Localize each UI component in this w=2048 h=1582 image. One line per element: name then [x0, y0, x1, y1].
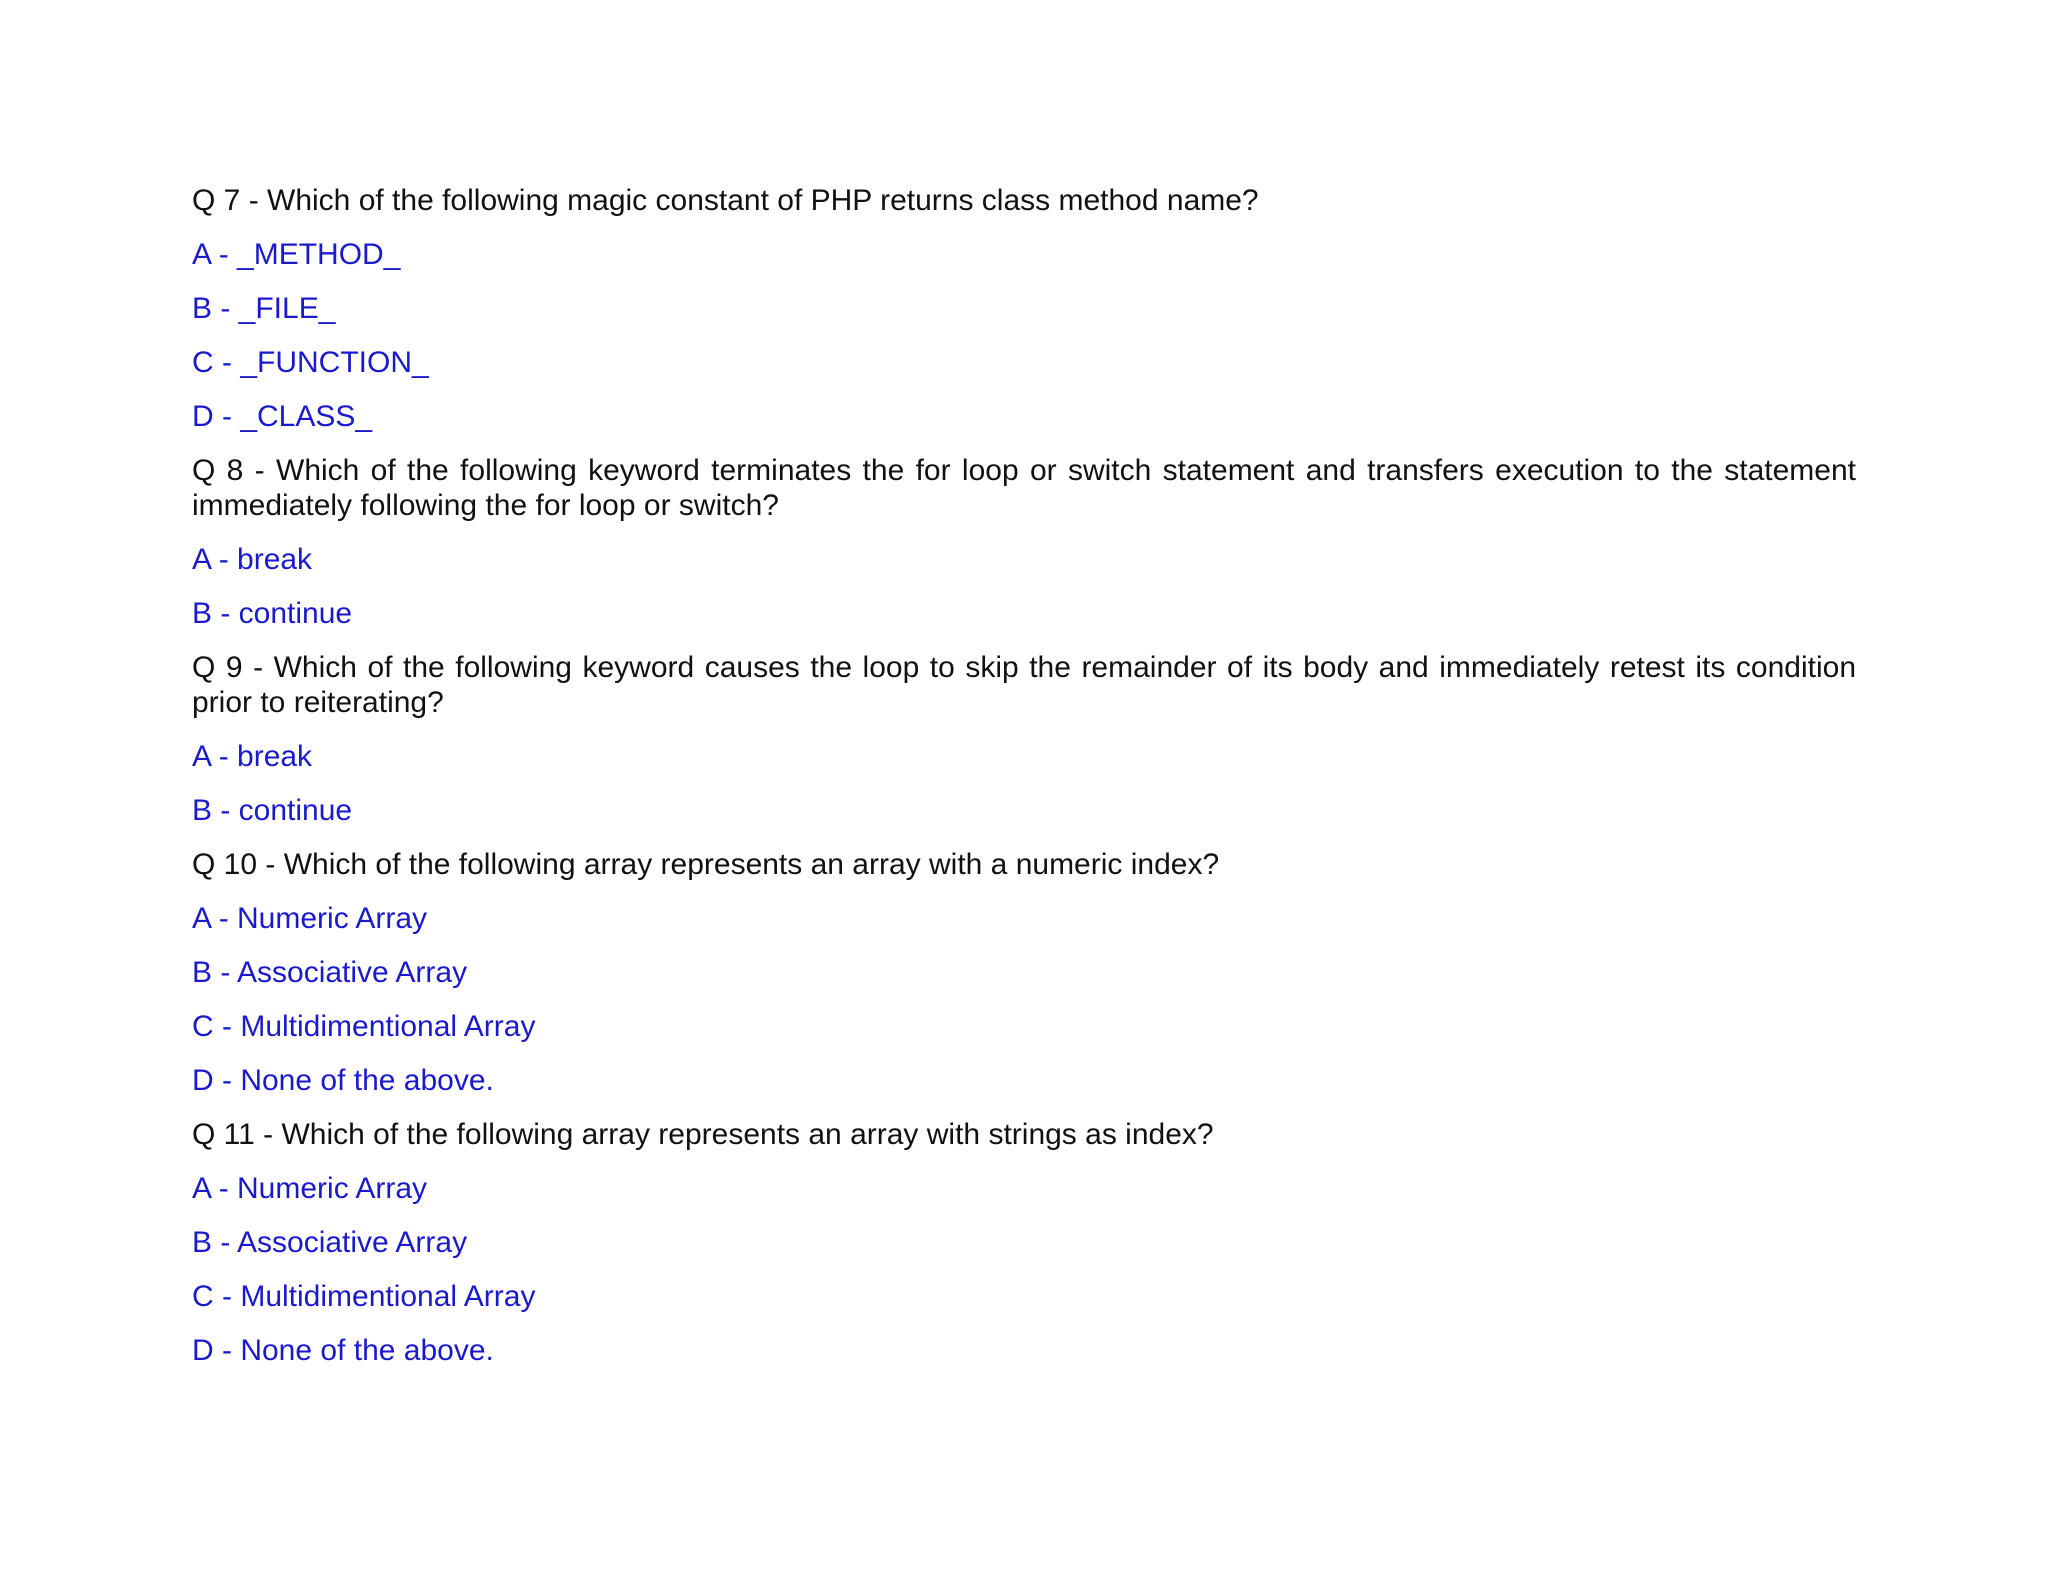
q10-option-d: D - None of the above.: [192, 1064, 494, 1097]
q11-option-a: A - Numeric Array: [192, 1172, 428, 1205]
q10-option-c: C - Multidimentional Array: [192, 1010, 536, 1043]
q10-option-b: B - Associative Array: [192, 956, 468, 989]
question-11: Q 11 - Which of the following array represents an array with strings as index?: [192, 1118, 1214, 1151]
question-list: [192, 183, 1856, 1368]
q8-option-b: B - continue: [192, 597, 353, 630]
q7-option-a: A - _METHOD_: [192, 238, 401, 271]
q11-option-c: C - Multidimentional Array: [192, 1280, 536, 1313]
q9-option-b: B - continue: [192, 794, 353, 827]
question-10: Q 10 - Which of the following array represents an array with a numeric index?: [192, 848, 1220, 881]
q7-option-d: D - _CLASS_: [192, 400, 373, 433]
question-8: Q 8 - Which of the following keyword terminates the for loop or switch statement and transfers execution to the statement immediately following the for loop or switch?: [192, 454, 1856, 522]
question-9: Q 9 - Which of the following keyword causes the loop to skip the remainder of its body and immediately retest its condition prior to reiterating?: [192, 651, 1856, 719]
question-7: Q 7 - Which of the following magic constant of PHP returns class method name?: [192, 184, 1259, 217]
q7-option-b: B - _FILE_: [192, 292, 336, 325]
q7-option-c: C - _FUNCTION_: [192, 346, 429, 379]
q10-option-a: A - Numeric Array: [192, 902, 428, 935]
q9-option-a: A - break: [192, 740, 313, 773]
q11-option-d: D - None of the above.: [192, 1334, 494, 1367]
q11-option-b: B - Associative Array: [192, 1226, 468, 1259]
q8-option-a: A - break: [192, 543, 313, 576]
